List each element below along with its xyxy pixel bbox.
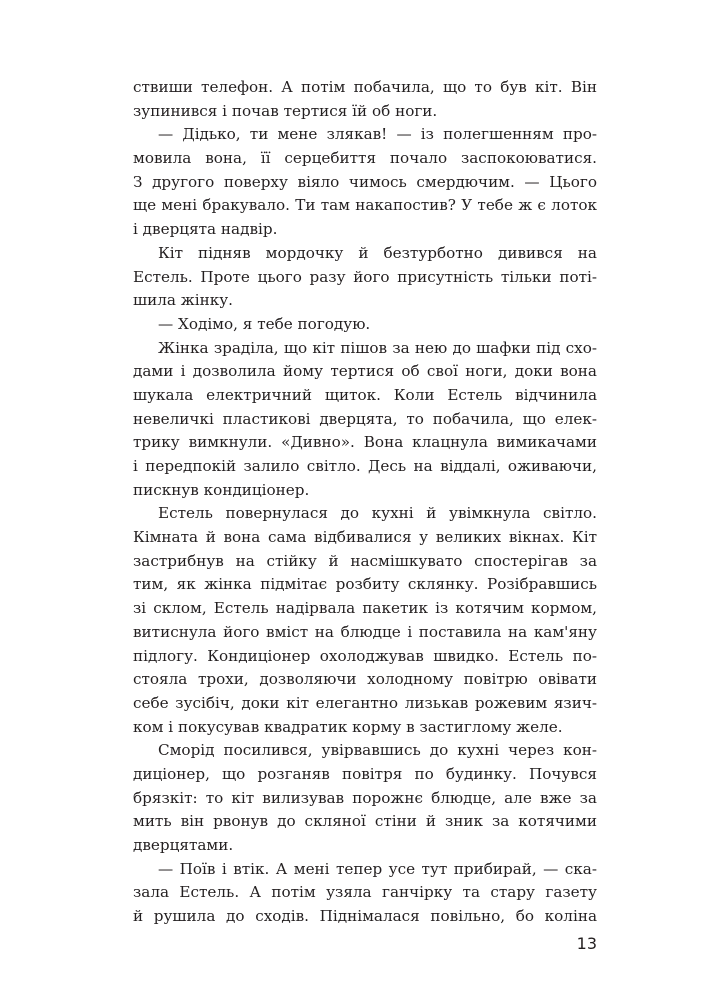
text-line: пискнув кондиціонер. [133,480,310,499]
text-line: мовила вона, її серцебиття почало заспокоюватися. [133,149,597,168]
text-line: застрибнув на стійку й насмішкувато спостерігав за [133,551,597,570]
text-line: тим, як жінка підмітає розбиту склянку. Розібравшись [133,575,597,594]
text-line: Кімната й вона сама відбивалися у великих вікнах. Кіт [133,528,597,547]
text-line: дверцятами. [133,836,234,854]
text-line: дами і дозволила йому тертися об свої ноги, доки вона [133,362,597,381]
text-line: себе зусібіч, доки кіт елегантно лизькав рожевим язич- [133,693,597,712]
book-page-body [133,76,597,929]
text-line: витиснула його вміст на блюдце і поставила на кам'яну [133,622,597,641]
text-line: шила жінку. [133,291,233,310]
text-line: ком і покусував квадратик корму в застиглому желе. [133,717,563,736]
text-line: ствиши телефон. А потім побачила, що то був кіт. Він [133,78,597,96]
text-line: диціонер, що розганяв повітря по будинку. Почувся [133,764,597,783]
text-line: трику вимкнули. «Дивно». Вона клацнула вимикачами [133,433,597,452]
text-line: ще мені бракувало. Ти там накапостив? У тебе ж є лоток [133,196,597,215]
text-line: — Дідько, ти мене злякав! — із полегшенням про- [158,125,597,144]
text-line: — Поїв і втік. А мені тепер усе тут прибирай, — ска- [158,859,597,878]
text-line: і передпокій залило світло. Десь на віддалі, оживаючи, [133,457,597,475]
text-line: зала Естель. А потім узяла ганчірку та стару газету [133,883,597,902]
text-line: З другого поверху віяло чимось смердючим. — Цього [133,172,597,191]
text-line: Сморід посилився, увірвавшись до кухні через кон- [158,741,597,760]
page-number: 13 [576,934,597,953]
text-line: брязкіт: то кіт вилизував порожнє блюдце, але вже за [133,788,597,807]
text-line: підлогу. Кондиціонер охолоджував швидко. Естель по- [133,646,597,665]
text-line: Кіт підняв мордочку й безтурботно дивився на [158,243,597,262]
text-line: шукала електричний щиток. Коли Естель відчинила [133,385,597,404]
text-line: мить він рвонув до скляної стіни й зник за котячими [133,812,597,831]
text-line: стояла трохи, дозволяючи холодному повітрю овівати [133,670,597,689]
text-line: невеличкі пластикові дверцята, то побачила, що елек- [133,409,597,428]
text-line: Естель. Проте цього разу його присутність тільки поті- [133,267,597,286]
text-line: — Ходімо, я тебе погодую. [158,314,371,333]
text-line: й рушила до сходів. Піднімалася повільно, бо коліна [133,907,597,926]
text-line: зупинився і почав тертися їй об ноги. [133,101,438,120]
text-line: Жінка зраділа, що кіт пішов за нею до шафки під схо- [158,338,597,357]
text-line: Естель повернулася до кухні й увімкнула світло. [158,504,597,523]
text-line: зі склом, Естель надірвала пакетик із котячим кормом, [133,599,597,618]
text-line: і дверцята надвір. [133,220,278,239]
